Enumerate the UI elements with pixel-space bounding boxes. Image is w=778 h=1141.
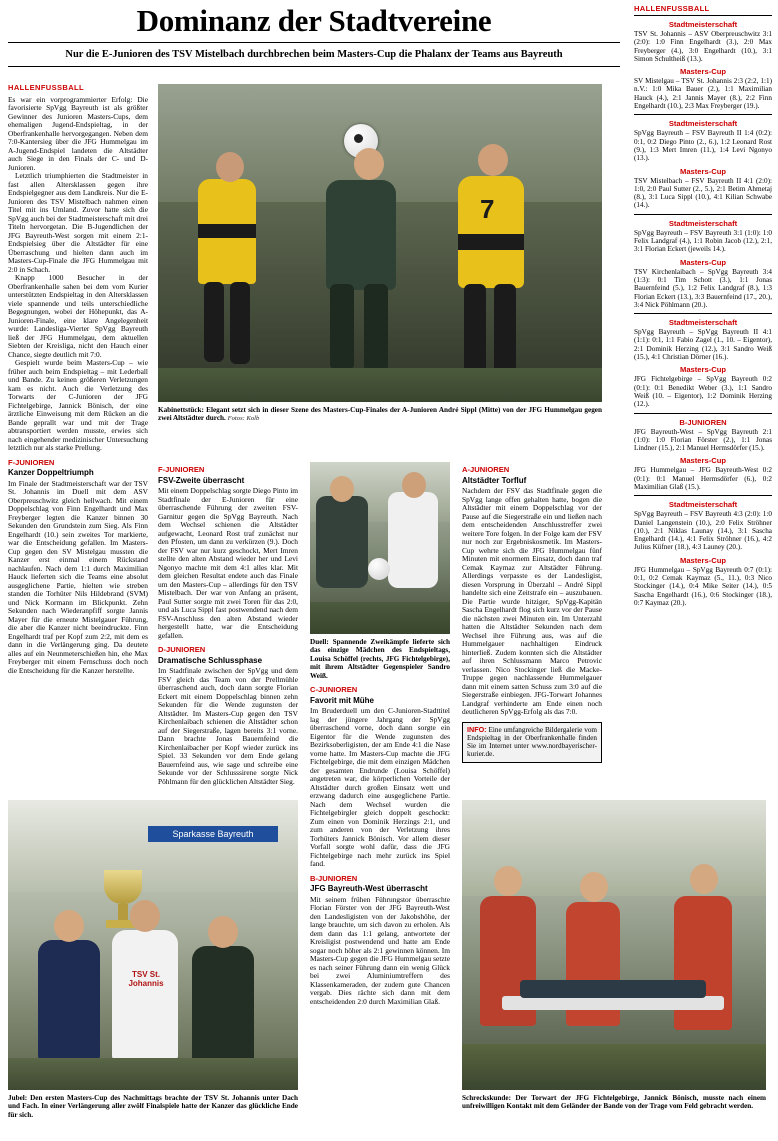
paragraph: Nachdem der FSV das Stadtfinale gegen die SpVgg lange offen gehalten hatte, bogen die Altstädter mit einem Doppelschlag vor der Pause auf die Siegerstraße ein und ließen nach dem entscheidenden Anschlusstreffer zwei weitere Tore folgen. In der Folge kam der FSV nur noch zur Ergebniskosmetik. Im Masters-Cup wehrte sich die JFG Hummelgau fünf Minuten mit enormem Einsatz, doch dann traf Cemak Kaymaz zur Altstädter Führung. Allerdings verpasste es der Landesligist, diesen Vorsprung in Überzahl – André Sippl handelte sich eine Zeitstrafe ein – auszubauen. Die Partie wurde hitziger, SpVgg-Kapitän Sascha Engelhardt flog sich kurz vor der Pause die nächsten zwei Minuten ein. Im Unterzahl hatten die Altstädter Sekunden nach dem Wechsel ihre Führung aus, was auf die Hummelgauer nachhaltigen Eindruck hinterließ. Zudem konnten sich die Altstädter auf ihren Schlussmann Marco Petrovic verlassen. Nico Stockinger ließ die Macke-Truppe gegen nachlassende Hummelgauer dann mit einem satten Schuss zum 3:0 auf die Siegerstraße einbiegen. JFG-Torwart Johannes Landgraf verhinderte am Ende einen noch deutlicheren SpVgg-Erfolg als das 7:0. xyxy=(462,486,602,716)
paragraph: Knapp 1000 Besucher in der Oberfrankenhalle sahen bei dem vom Kurier unterstützten Endspieltag in den Altersklassen viele spannende und teils unterschiedliche Begegnungen, wobei der Höhepunkt, das A-Junioren-Finale, eine klare Angelegenheit wurde: Landesliga-Vierter SpVgg Bayreuth ließ der JFG Hummelgau, dem aktuellen Siebten der Kreisliga, nicht den Hauch einer Chance, siegte deutlich mit 7:0. xyxy=(8,273,148,359)
result-block xyxy=(634,219,772,254)
info-box xyxy=(462,722,602,763)
result-text: JFG Bayreuth-West – SpVgg Bayreuth 2:1 (1:0): 1:0 Florian Förster (2.), 1:1 Jonas Lindner (15.), 2:1 Manuel Hermsdörfer (15.). xyxy=(634,427,772,453)
subsection-title: JFG Bayreuth-West überrascht xyxy=(310,884,428,893)
result-title: Stadtmeisterschaft xyxy=(668,500,738,510)
photo-jubel-caption xyxy=(8,1094,298,1119)
subsection-kicker: F-JUNIOREN xyxy=(158,465,205,474)
result-block xyxy=(634,556,772,607)
result-text: JFG Hummelgau – SpVgg Bayreuth 0:7 (0:1): 0:1, 0:2 Cemak Kaymaz (5., 11.), 0:3 Nico Stockinger (14.), 0:4 Mike Seiter (14.), 0:5 Sascha Engelhardt (16.), 0:6 Stockinger (18.), 0:7 Kaymaz (20.). xyxy=(634,565,772,607)
result-text: TSV Kirchenlaibach – SpVgg Bayreuth 3:4 (1:3): 0:1 Tim Schott (3.), 1:1 Jonas Bauernfeind (5.), 1:2 Felix Landgraf (8.), 1:3 Florian Eckert (13.), 3:3 Bauernfeind (17., 20.), 3:4 Nick Pöhlmann (20.). xyxy=(634,267,772,309)
subsection-kicker: C-JUNIOREN xyxy=(310,685,358,694)
result-title: Masters-Cup xyxy=(680,257,726,267)
subsection-kicker: A-JUNIOREN xyxy=(462,465,510,474)
photo-schreck-caption xyxy=(462,1094,766,1111)
photo-duell xyxy=(310,462,450,634)
rail-rule xyxy=(634,495,772,496)
rail-rule xyxy=(634,313,772,314)
result-block xyxy=(634,365,772,408)
result-block xyxy=(634,67,772,110)
result-text: JFG Hummelgau – JFG Bayreuth-West 0:2 (0:1): 0:1 Manuel Hermsdörfer (6.), 0:2 Maximilian Glaß (15.). xyxy=(634,466,772,491)
result-block xyxy=(634,258,772,309)
paragraph: Gespielt wurde beim Masters-Cup – wie früher auch beim Endspieltag – mit Lederball und Bande. Zu keinen größeren Verletzungen kam es nicht. Auch die Verletzung des Torwarts der C-Junioren der JFG Fichtelgebirge, Jannick Bönisch, der eine ärztliche Einweisung mit dem Rücken an die Bande geprallt war und mit der Trage abtransportiert werden musste, erwies sich nach eingehender medizinischer Untersuchung letztlich nur als starke Prellung. xyxy=(8,358,148,452)
main-photo-football-duel xyxy=(158,84,602,402)
result-title: Masters-Cup xyxy=(680,166,726,176)
result-text: SpVgg Bayreuth – FSV Bayreuth 3:1 (1:0): 1:0 Felix Landgraf (4.), 1:1 Robin Jacob (12.), 2:1, 3:1 Florian Eckert (jeweils 14.). xyxy=(634,228,772,254)
result-title: Stadtmeisterschaft xyxy=(668,318,738,328)
result-text: TSV Mistelbach – FSV Bayreuth II 4:1 (2:0): 1:0, 2:0 Paul Sutter (2., 5.), 2:1 Betim Ahmetaj (8.), 3:1 Luca Sippl (10.), 4:1 Kilian Schwabe (14.). xyxy=(634,176,772,210)
paragraph: Im Bruderduell um den C-Junioren-Stadttitel lag der jüngere Jahrgang der SpVgg überraschend vorne, doch dann sorgte ein Eigentor für die Wende zugunsten des Bezirksoberligisten, der am Ende 4:1 die Nase vorne hatte. Im Masters-Cup machte die JFG Fichtelgebirge, die mit dem einzigen Mädchen der gesamten Endrunde (Louisa Schöffel) angetreten war, die körperlichen Vorteile der Altstädter durch großen Einsatz wett und erzwang dadurch eine ausgeglichene Partie. Nach dem Wechsel wurden die Fichtelgebirgler gleich doppelt geschockt: Zum einen von Dominik Herzings 2:1, und zum anderen von der Verletzung ihres Torhüters Jannick Bönisch. Vor allem dieser Vorfall sorgte wohl dafür, dass die JFG Fichtelgebirge nach mehr zurück ins Spiel fand. xyxy=(310,706,450,868)
result-text: SpVgg Bayreuth – SpVgg Bayreuth II 4:1 (1:1): 0:1, 1:1 Fabio Zagel (1., 10. – Eigentor), 2:1 Dominik Herzing (12.), 3:1 Sandro Weiß (15.), 4:1 Christian Dörner (16.). xyxy=(634,328,772,362)
rule-under-subhead xyxy=(8,66,620,67)
section-kicker: HALLENFUSSBALL xyxy=(8,83,85,92)
caption-text: Schreckskunde: Der Torwart der JFG Fichtelgebirge, Jannick Bönisch, musste nach einem unfreiwilligen Kontakt mit dem Geländer der Bande von der Trage vom Feld gebracht werden. xyxy=(462,1094,766,1111)
result-text: SpVgg Bayreuth – FSV Bayreuth II 1:4 (0:2): 0:1, 0:2 Diego Pinto (2., 6.), 1:2 Leonard Rost (9.), 1:3 Mert Imren (11.), 1:4 Levi Ngonyo (13.). xyxy=(634,129,772,163)
caption-text: Kabinettstück: Elegant setzt sich in dieser Szene des Masters-Cup-Finales der A-Junioren André Sippl (Mitte) von der JFG Hummelgau gegen zwei Altstädter durch. xyxy=(158,406,602,423)
subsection-kicker: D-JUNIOREN xyxy=(158,645,206,654)
photo-duell-caption xyxy=(310,638,450,680)
result-title: Stadtmeisterschaft xyxy=(668,20,738,29)
result-text: TSV St. Johannis – ASV Oberpreuschwitz 3:1 (2:0): 1:0 Finn Engelhardt (3.), 2:0 Max Freyberger (4.), 3:0 Engelhardt (10.), 3:1 Simon Schultheiß (13.). xyxy=(634,30,772,63)
subsection-title: FSV-Zweite überrascht xyxy=(158,475,245,485)
subsection-title: Altstädter Torfluf xyxy=(462,475,527,485)
result-title: Masters-Cup xyxy=(680,456,726,466)
info-tag: INFO: xyxy=(467,724,487,734)
paragraph: Im Stadtfinale zwischen der SpVgg und dem FSV gleich das Team von der Prellmühle überraschend auch, doch dann sorgte Florian Eckert mit einem Doppelschlag binnen zehn Sekunden für die Wende zugunsten der Altstädter. Im Masters-Cup gegen den TSV Kirchenlaibach schienen die Altstädter schon auf der Siegerstraße, lagen bereits 3:1 vorne. Dann brachte Jonas Bauernfeind die Kirchenlaibacher per Kopf wieder zurück ins Spiel. 33 Sekunden vor dem Ende gelang Bauernfeind aus, wie sage und schreibe eine Sekunde vor der Schlusssirene sorgte Nick Pöhlmann für den glücklichen Altstädter Sieg. xyxy=(158,666,298,786)
result-title: Stadtmeisterschaft xyxy=(668,218,738,228)
sponsor-banner: Sparkasse Bayreuth xyxy=(148,826,278,842)
paragraph: Im Finale der Stadtmeisterschaft war der TSV St. Johannis im Duell mit dem ASV Oberpreuschwitz gleich hellwach. Mit einem Doppelschlag von Finn Engelhardt und Max Freyberger legten die Kanzer binnen 30 Sekunden den Grundstein zum Sieg. Als Finn Engelhardt (10.) sein zweites Tor markierte, war die Entscheidung gefallen. Im Masters-Cup gegen den SV Mistelgau mussten die Kanzer erst einmal einem Rückstand nachlaufen. Nach dem 1:1 durch Maximilian Hauck lieferten sich die Teams eine absolut ausgeglichene Partie, hielten wie streben standen die Torhüter Nils Hildebrand (SVM) und Nick Kormann im Blickpunkt. Zehn Sekunden nach Wiederanpfiff sorgte Jannis Mayer für die erneute Mistelgauer Führung, die aber die Kanzer nicht beeindruckte. Finn Engelhardt traf per Kopf zum 2:2, mit dem es dann in die Verlängerung ging. Da deutete alles auf ein Neunmeterschießen hin, ehe Max Freyberger mit einem Fernschuss doch noch die Entscheidung für die Kanzer herstellte. xyxy=(8,478,148,675)
paragraph: Letztlich triumphierten die Stadtmeister in fast allen Altersklassen gegen ihre Endspielgegner aus dem Landkreis. Nur die E-Junioren des TSV Mistelbach nahmen einen Titel mit ins Umland. Zuvor hatte sich die SpVgg auch bei der Stadtmeisterschaft mit drei Titeln hervorgetan. Die B-Jugendlichen der JFG Bayreuth-West sorgen mit einem 2:1-Endspielsieg über die Altstädter für eine Überraschung und hielten dann auch im Masters-Cup-Finale die JFG Hummelgau mit 2:0 in Schach. xyxy=(8,171,148,274)
photo-schrecksekunde xyxy=(462,800,766,1090)
result-text: SpVgg Bayreuth – FSV Bayreuth 4:3 (2:0): 1:0 Daniel Langenstein (10.), 2:0 Felix Ströhner (10.), 2:1 Niklas Launay (14.), 3:1 Sascha Engelhardt (14.), 4:1 Felix Ströhner (16.), 4:2 Julius Küfner (18.), 4:3 Launey (20.). xyxy=(634,510,772,552)
article-column-1 xyxy=(8,84,148,675)
result-title: Masters-Cup xyxy=(680,67,726,77)
result-block xyxy=(634,20,772,63)
masthead xyxy=(8,4,620,67)
result-block xyxy=(634,418,772,453)
result-title: Masters-Cup xyxy=(680,555,726,565)
paragraph: Mit einem Doppelschlag sorgte Diego Pinto im Stadtfinale der E-Junioren für eine überraschende Führung der zweiten FSV-Garnitur gegen die SpVgg Bayreuth. Nach dem Wechsel schienen die Altstädter aufgewacht, Leonard Rost traf zunächst nur den Pfosten, um dann zu verkürzen (9.). Doch der FSV war nur kurz geschockt, Mert Imren stellte den alten Abstand wieder her und Levi Ngonyo machte mit dem 4:1 alles klar. Mit dem gleichen Resultat endete auch das Finale um den Masters-Cup – allerdings für den TSV Mistelbach. Der war von Anfang an präsent, Paul Sutter sorgte mit zwei Toren für das 2:0, und als Luca Sippl fast postwendend nach dem FSV-Anschluss den alten Abstand wieder hergestellt hatte, war die Entscheidung gefallen. xyxy=(158,486,298,640)
article-column-3 xyxy=(310,680,450,1006)
football xyxy=(368,558,390,580)
result-text: JFG Fichtelgebirge – SpVgg Bayreuth 0:2 (0:1): 0:1 Benedikt Weber (3.), 1:1 Sandro Weiß (10. – Eigentor), 1:2 Dominik Herzing (12.). xyxy=(634,375,772,409)
main-photo-caption xyxy=(158,406,602,424)
result-text: SV Mistelgau – TSV St. Johannis 2:3 (2:2, 1:1) n.V.: 1:0 Mika Bauer (2.), 1:1 Maximilian Hauck (4.), 2:1 Jannis Mayer (8.), 2:2 Finn Engelhardt (10.), 2:3 Max Freyberger (19.). xyxy=(634,77,772,111)
jersey-number: 7 xyxy=(480,194,495,224)
caption-text: Duell: Spannende Zweikämpfe lieferte sich das einzige Mädchen des Endspieltags, Louisa Schöffel (rechts, JFG Fichtelgebirge), mit ihrem Altstädter Gegenspieler Sandro Weiß. xyxy=(310,638,450,680)
caption-text: Jubel: Den ersten Masters-Cup des Nachmittags brachte der TSV St. Johannis unter Dach und Fach. In einer Verlängerung aller zwölf Finalspiele hatte der Kanzer das glückliche Ende für sich. xyxy=(8,1094,298,1119)
result-block xyxy=(634,318,772,361)
rail-rule xyxy=(634,15,772,16)
photo-jubel xyxy=(8,800,298,1090)
paragraph: Es war ein vorprogrammierter Erfolg: Die favorisierte SpVgg Bayreuth ist als größter Gewinner des Junioren Masters-Cups, dem ehemaligen Jugend-Endspieltag, in der Oberfrankenhalle hervorgegangen. Neben dem 7:0-Kantersieg über die JFG Hummelgau im A-Jugend-Endspiel landeten die Altstädter auch Siege in den Finals der C- und D-Junioren. xyxy=(8,94,148,172)
result-block xyxy=(634,119,772,162)
result-block xyxy=(634,167,772,210)
rail-kicker: HALLENFUSSBALL xyxy=(634,4,710,13)
page-title: Dominanz der Stadtvereine xyxy=(136,3,492,38)
jersey-club-text: TSV St. Johannis xyxy=(128,970,164,988)
result-block xyxy=(634,456,772,491)
subsection-title: Dramatische Schlussphase xyxy=(158,655,263,665)
result-title: Stadtmeisterschaft xyxy=(668,119,738,129)
photo-credit: Fotos: Kolb xyxy=(227,415,260,423)
article-column-2 xyxy=(158,460,298,786)
subsection-title: Kanzer Doppeltriumph xyxy=(8,468,94,477)
result-title: B-JUNIOREN xyxy=(679,417,727,427)
result-title: Masters-Cup xyxy=(680,365,726,375)
rail-rule xyxy=(634,114,772,115)
results-rail xyxy=(634,4,772,607)
info-text: Eine umfangreiche Bildergalerie vom Endspieltag in der Oberfrankenhalle finden Sie im Internet unter www.nordbayerischer-kurier.de. xyxy=(467,725,597,759)
paragraph: Mit seinem frühen Führungstor überraschte Florian Förster von der JFG Bayreuth-West den Landesligisten von der Jakobshöhe, der lange brauchte, um sich davon zu erholen. Als dem dann das 1:1 gelang, antwortete der Kreisligist postwendend und hatte am Ende sogar noch höher als 2:1 gewinnen können. Im Masters-Cup gegen die JFG Hummelgau setzte es nach seiner Führung dann ein wenig Glück bei zwei Aluminiumtreffern des Klassenkameraden, der zudem gute Chancen vergab. Dies rächte sich dann mit dem entscheidenden 2:0 durch Maximilian Glaß. xyxy=(310,894,450,1006)
rail-rule xyxy=(634,214,772,215)
rail-rule xyxy=(634,413,772,414)
subsection-kicker: B-JUNIOREN xyxy=(310,873,358,883)
result-block xyxy=(634,500,772,551)
rule-under-headline xyxy=(8,42,620,43)
subheadline: Nur die E-Junioren des TSV Mistelbach durchbrechen beim Masters-Cup die Phalanx der Teams aus Bayreuth xyxy=(65,49,563,60)
article-column-4 xyxy=(462,460,602,763)
subsection-title: Favorit mit Mühe xyxy=(310,695,375,705)
subsection-kicker: F-JUNIOREN xyxy=(8,457,55,467)
